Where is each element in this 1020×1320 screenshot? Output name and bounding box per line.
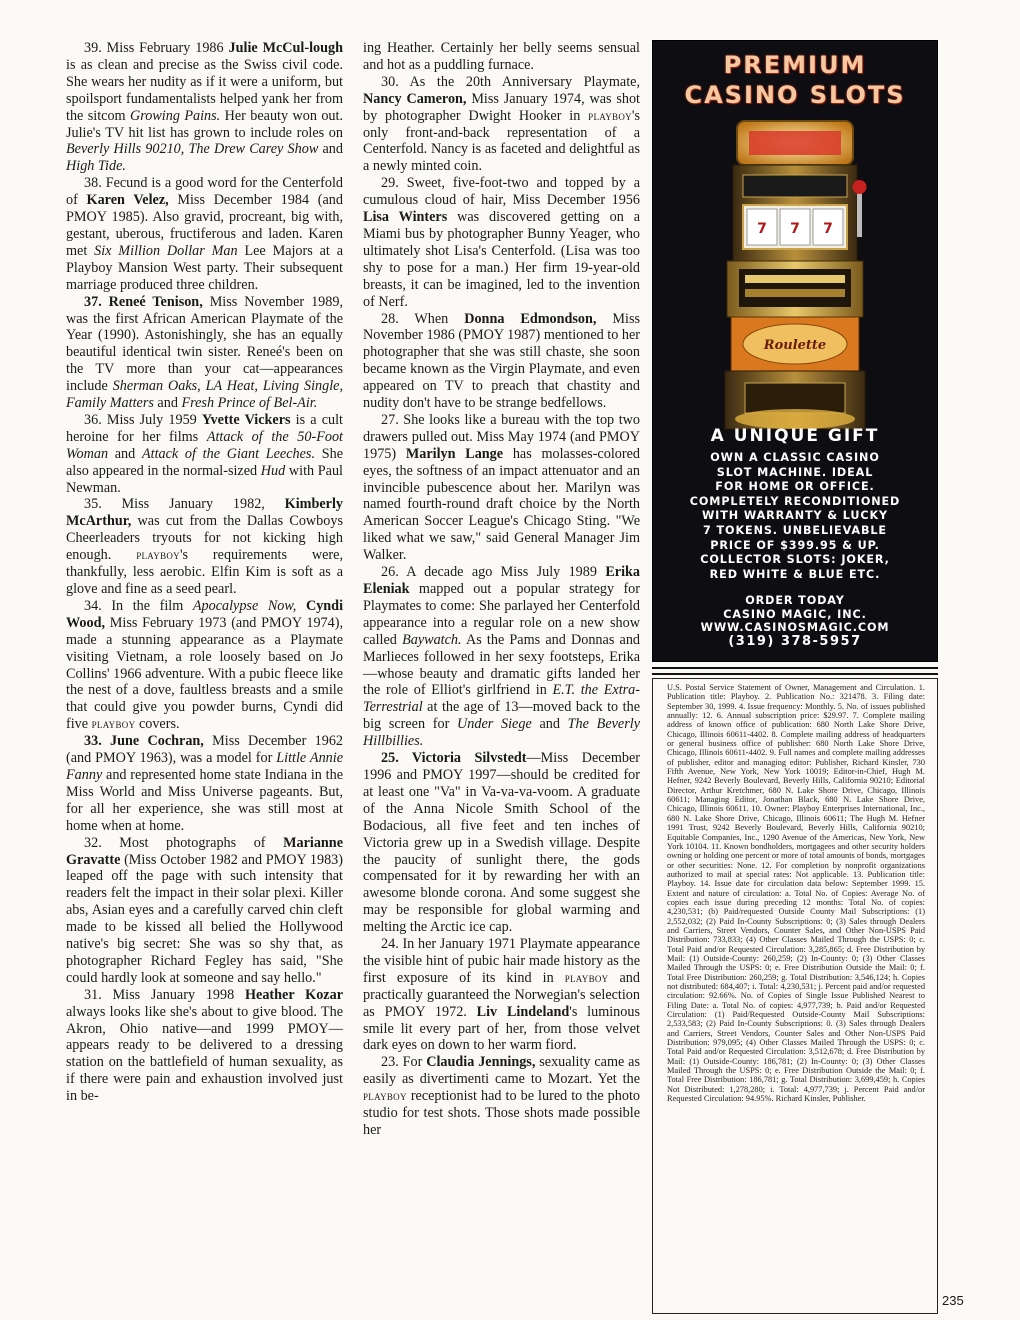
- text-run: Miss January 1974, was shot by photographer Dwight Hooker in: [363, 90, 640, 124]
- text-run: always looks like she's about to give blood. The Akron, Ohio native—and 1999 PMOY—appears ready to be delivered to a dressing station on the battlefield of human sexuality, as if there were pain and exhaustion involved just in be-: [66, 1003, 343, 1105]
- casino-slots-advertisement: [652, 40, 938, 662]
- text-run: 36. Miss July 1959: [84, 411, 202, 428]
- text-run: is as clean and precise as the Swiss civil code. She wears her nudity as if it were a uniform, but spoilsport fundamentalists helped yank her from the sitcom: [66, 56, 343, 124]
- ad-company-name: CASINO MAGIC, INC.: [723, 607, 867, 621]
- article-paragraph: [363, 40, 640, 74]
- title-italic: Attack of the Giant Leeches.: [141, 445, 315, 462]
- ad-body-line: FOR HOME OR OFFICE.: [715, 480, 875, 494]
- playmate-name: Karen Velez,: [86, 192, 169, 209]
- text-run: 28. When: [381, 310, 465, 327]
- ad-body-copy: [659, 451, 931, 582]
- article-paragraph: [363, 564, 640, 750]
- svg-text:7: 7: [757, 221, 767, 237]
- text-run: Miss December 1962 (and PMOY 1963), was a model for: [66, 733, 344, 767]
- playmate-name: Lisa Winters: [363, 209, 448, 226]
- article-paragraph: [66, 733, 343, 834]
- slot-machine-illustration: [715, 117, 875, 437]
- svg-text:7: 7: [823, 221, 833, 237]
- ad-body-line: 7 TOKENS. UNBELIEVABLE: [703, 523, 887, 537]
- ad-body-line: COLLECTOR SLOTS: JOKER,: [700, 553, 890, 567]
- title-italic: Hud: [260, 462, 286, 479]
- article-paragraph: [66, 412, 343, 497]
- article-column-left: [66, 40, 343, 1105]
- title-italic: Baywatch.: [402, 631, 462, 648]
- text-run: Her beauty won out. Julie's TV hit list has grown to include roles on: [66, 107, 343, 141]
- playmate-name: Yvette Vickers: [201, 411, 291, 428]
- ad-body-line: OWN A CLASSIC CASINO: [710, 451, 880, 464]
- text-run: and: [153, 395, 182, 412]
- title-italic: Fresh Prince of Bel-Air.: [181, 395, 318, 412]
- text-run: 's only front-and-back representation of a Centerfold. Nancy is as faceted and delightful as a newly minted coin.: [363, 107, 640, 175]
- svg-text:7: 7: [790, 221, 800, 237]
- article-column-middle: [363, 40, 640, 1139]
- text-run: She also appeared in the normal-sized: [66, 445, 343, 479]
- text-run: is a cult heroine for her films: [66, 411, 343, 445]
- title-italic: Beverly Hills 90210, The Drew Carey Show: [66, 141, 319, 158]
- article-paragraph: [363, 1054, 640, 1139]
- text-run: Miss November 1989, was the first African American Playmate of the Year (1990). Astonishingly, she has an equally beautiful identical twin sister. Reneé's been on the TV more than your cat—appearances include: [66, 293, 343, 395]
- article-paragraph: [66, 175, 343, 293]
- postal-ownership-statement: U.S. Postal Service Statement of Owner, Management and Circulation. 1. Publication title: Playboy. 2. Publication No.: 321478. 3. Filing date: September 30, 1999. 4. Issue frequency: Monthly. 5. No. of issues published annually: 12. 6. Annual subscription price: $29.97. 7. Complete mailing address of known office of publication: 680 North Lake Shore Drive, Chicago, Illinois 60611-4402. 8. Complete mailing address of headquarters or general business office of publisher: 680 North Lake Shore Drive, Chicago, Illinois 60611-4402. 9. Full names and complete mailing addresses of publisher, editor and managing editor: Publisher, Richard Kinsler, 730 Fifth Avenue, New York, New York 10019; Editor-in-Chief, Hugh M. Hefner, 9242 Beverly Boulevard, Beverly Hills, California 90210; Editorial Director, Arthur Kretchmer, 680 N. Lake Shore Drive, Chicago, Illinois 60611; Managing Editor, Jonathan Black, 680 N. Lake Shore Drive, Chicago, Illinois 60611. 10. Owner: Playboy Enterprises International, Inc., 680 N. Lake Shore Drive, Chicago, Illinois 60611; The Hugh M. Hefner 1991 Trust, 9242 Beverly Boulevard, Beverly Hills, California 90210; Equitable Companies, Inc., 1290 Avenue of the Americas, New York, New York 10104. 11. Known bondholders, mortgagees and other security holders owning or holding one percent or more of total amounts of bonds, mortgages or other securities: None. 12. For completion by nonprofit organizations authorized to mail at special rates: Not applicable. 13. Publication title: Playboy. 14. Issue date for circulation data below: September 1999. 15. Extent and nature of circulation: a. Total No. of Copies: Average No. of copies each issue during preceding 12 months: Total No. of copies: 4,230,531; (b) Paid/requested Outside County Mail Subscriptions: (1) 2,552,032; (2) Paid In-County Subscriptions: 0; (3) Sales through Dealers and Carriers, Street Vendors, Counter Sales, and Other Non-USPS Paid Distribution: 733,833; (4) Other Classes Mailed Through the USPS: 0; c. Total Paid and/or Requested Circulation: 3,285,865; d. Free Distribution by Mail: (1) Outside-County: 260,259; (2) In-County: 0; (3) Other Classes Mailed Through the USPS: 0; e. Free Distribution Outside the Mail: 0; f. Total Free Distribution: 260,259; g. Total Distribution: 3,546,124; h. Copies not distributed: 684,407; i. Total: 4,230,531; j. Percent paid and/or requested circulation: 92.66%. No. of Copies of Single Issue Published Nearest to Filing Date: a. Total No. of copies: 4,977,739; b. Paid and/or Requested Circulation: (1) Paid/Requested Outside-County Mail Subscriptions: 2,533,583; (2) Paid In-County Subscriptions: 0. (3) Sales through Dealers and Carriers, Street Vendors, Counter Sales and Other Non-USPS Paid Distribution: 979,095; (4) Other Classes Mailed Through the USPS: 0; c. Total Paid and/or Requested Circulation: 3,512,678; d. Free Distribution by Mail: (1) Outside-County: 186,781; (2) In-County: 0; (3) Other Classes Mailed Through the USPS: 0; e. Free Distribution Outside the Mail: 0; f. Total Free Distribution: 186,781; g. Total Distribution: 3,699,459; h. Copies Not Distributed: 1,278,280; i. Total: 4,977,739; j. Percent Paid and/or Requested Circulation: 94.95%. Richard Kinsler, Publisher.: [652, 678, 938, 1314]
- playmate-name: Erika Eleniak: [363, 564, 640, 597]
- title-italic: Growing Pains.: [129, 107, 221, 124]
- ad-body-line: COMPLETELY RECONDITIONED: [689, 494, 901, 508]
- title-italic: Little Annie Fanny: [66, 750, 343, 783]
- title-italic: Sherman Oaks, LA Heat, Living Single, Family Matters: [66, 378, 344, 412]
- text-run: 's requirements were, thankfully, less aerobic. Elfin Kim is soft as a glove and fine as a seed pearl.: [66, 547, 343, 597]
- text-run: —Miss December 1996 and PMOY 1997—should be credited for at least one "Va" in Va-va-va-voom. A graduate of the Anna Nicole Smith School of the Bodacious, all five feet and ten inches of Victoria grew up in a Swedish village. Despite the paucity of sunlight there, the gods compensated for it by rewarding her with an awesome blonde corona. And some suggest she may be responsible for global warming and melting the Arctic ice cap.: [363, 750, 640, 936]
- text-run: was cut from the Dallas Cowboys Cheerleaders tryouts for not kicking high enough.: [66, 513, 343, 564]
- text-run: 24. In her January 1971 Playmate appearance the visible hint of pubic hair made history as the first exposure of its kind in: [363, 936, 640, 986]
- title-italic: E.T. the Extra-Terrestrial: [363, 682, 640, 716]
- text-run: 31. Miss January 1998: [84, 986, 245, 1003]
- playmate-name: 25. Victoria Silvstedt: [381, 750, 527, 767]
- text-run: mapped out a popular strategy for Playmates to come: She parlayed her Centerfold appearance into a regular role on a new show called: [363, 581, 640, 648]
- ad-website: WWW.CASINOSMAGIC.COM: [700, 621, 890, 635]
- text-run: [296, 598, 306, 614]
- divider-rule: [652, 667, 938, 669]
- text-run: 38. Fecund is a good word for the Centerfold of: [66, 175, 343, 209]
- title-italic: Attack of the 50-Foot Woman: [66, 428, 343, 462]
- article-paragraph: [363, 311, 640, 412]
- ad-order-line: ORDER TODAY: [745, 594, 845, 607]
- text-run: Miss December 1984 (and PMOY 1985). Also gravid, procreant, big with, gestant, uberous, fructiferous and laden. Karen met: [66, 192, 343, 259]
- title-italic: Apocalypse Now,: [192, 597, 297, 614]
- article-paragraph: [66, 987, 343, 1105]
- text-run: 26. A decade ago Miss July 1989: [381, 564, 606, 581]
- ad-body-line: SLOT MACHINE. IDEAL: [716, 465, 874, 479]
- ad-body-line: RED WHITE & BLUE ETC.: [709, 567, 881, 581]
- ad-body-line: WITH WARRANTY & LUCKY: [701, 509, 889, 523]
- article-paragraph: [66, 294, 343, 412]
- text-run: 's luminous smile lit every part of her, from those velvet dark eyes on down to her warm fiord.: [363, 1003, 640, 1054]
- article-paragraph: [363, 936, 640, 1054]
- text-run: (Miss October 1982 and PMOY 1983) leaped off the page with such intensity that readers felt the impact in their solar plexi. Killer abs, Asian eyes and a carefully carved chin cleft made to be kissed all belied the Hollywood native's big secret: She was so shy that, as photographer Richard Fegley has said, "She could hardly look at someone and say hello.": [66, 851, 343, 986]
- text-run: Lee Majors at a Playboy Mansion West party. Their subsequent marriage produced three children.: [66, 242, 343, 293]
- text-run: sexuality came as easily as divertimenti came to Mozart. Yet the: [363, 1054, 640, 1088]
- article-paragraph: [66, 40, 343, 175]
- title-italic: Under Siege: [457, 716, 532, 733]
- playmate-name: Claudia Jennings,: [426, 1054, 536, 1071]
- article-paragraph: [66, 496, 343, 597]
- text-run: and practically guaranteed the Norwegian's selection as PMOY 1972.: [363, 969, 640, 1020]
- magazine-name: playboy: [564, 969, 609, 985]
- article-paragraph: [66, 598, 343, 733]
- playmate-name: 37. Reneé Tenison,: [84, 293, 203, 310]
- magazine-name: playboy: [91, 716, 136, 732]
- text-run: 34. In the film: [84, 597, 193, 614]
- text-run: ing Heather. Certainly her belly seems sensual and hot as a puddling furnace.: [363, 40, 640, 73]
- magazine-name: playboy: [136, 547, 180, 563]
- ad-phone-number: (319) 378-5957: [728, 633, 862, 649]
- text-run: was discovered getting on a Miami bus by photographer Bunny Yeager, who ultimately shot Lisa's Centerfold. (Lisa was too shy to pose for a man.) Her firm 19-year-old breasts, it can be imagined, led to the invention of Nerf.: [363, 209, 641, 310]
- ad-title-casino-slots: CASINO SLOTS: [684, 81, 906, 109]
- text-run: and: [318, 141, 343, 158]
- text-run: with Paul Newman.: [66, 462, 344, 496]
- ad-gift-headline: A UNIQUE GIFT: [710, 426, 880, 446]
- page-number: 235: [942, 1293, 964, 1308]
- text-run: and: [531, 716, 568, 733]
- playmate-name: Marilyn Lange: [405, 445, 504, 462]
- text-run: Miss February 1973 (and PMOY 1974), made a stunning appearance as a Playmate visiting Vietnam, a role loosely based on Jo Collins' 1966 adventure. With a pubic fleece like the nest of a dove, faultless breasts and a smile that could give you powder burns, Cyndi did five: [66, 614, 343, 733]
- text-run: 23. For: [381, 1054, 427, 1071]
- magazine-name: playboy: [363, 1088, 407, 1104]
- title-italic: Six Million Dollar Man: [94, 242, 238, 259]
- text-run: at the age of 13—moved back to the big screen for: [363, 699, 640, 733]
- text-run: 35. Miss January 1982,: [84, 496, 285, 513]
- text-run: Miss November 1986 (PMOY 1987) mentioned to her photographer that she was still chaste, she soon became known as the Virgin Playmate, and even appeared on TV to preach that chastity and nudity don't have to be strange bedfellows.: [363, 310, 640, 412]
- text-run: receptionist had to be lured to the photo studio for test shots. Those shots made possible her: [363, 1088, 640, 1138]
- playmate-name: Julie McCul-lough: [228, 40, 343, 56]
- playmate-name: Cyndi Wood,: [66, 597, 344, 631]
- title-italic: The Beverly Hillbillies.: [363, 716, 640, 750]
- text-run: 27. She looks like a bureau with the top two drawers pulled out. Miss May 1974 (and PMOY 1975): [363, 411, 640, 462]
- playmate-name: Marianne Gravatte: [66, 834, 343, 868]
- article-paragraph: [363, 175, 640, 310]
- playmate-name: Liv Lindeland: [476, 1003, 570, 1020]
- playmate-name: 33. June Cochran,: [84, 733, 204, 750]
- slot-marquee-text: Roulette: [763, 338, 827, 353]
- text-run: covers.: [135, 716, 180, 733]
- magazine-name: playboy: [588, 107, 632, 123]
- playmate-name: Heather Kozar: [245, 986, 343, 1003]
- article-paragraph: [363, 412, 640, 564]
- text-run: 39. Miss February 1986: [84, 40, 229, 56]
- title-italic: High Tide.: [66, 158, 126, 175]
- text-run: and: [108, 445, 142, 462]
- playmate-name: Kimberly McArthur,: [66, 496, 343, 530]
- text-run: As the Pams and Donnas and Marlieces followed in her sexy footsteps, Erika—whose beauty and dramatic gifts landed her the role of Elliot's girlfriend in: [363, 631, 641, 699]
- ad-order-info: [653, 594, 937, 648]
- text-run: has molasses-colored eyes, the softness of an impact attenuator and an invincible pubescence about her. Marilyn was named fourth-round draft choice by the North American Soccer League's Chicago Sting. "We liked what we saw," said General Manager Jim Walker.: [363, 445, 640, 564]
- divider-rule: [652, 673, 938, 675]
- text-run: 29. Sweet, five-foot-two and topped by a cumulous cloud of hair, Miss December 1956: [363, 175, 640, 209]
- article-paragraph: [363, 750, 640, 936]
- ad-title-premium: PREMIUM: [723, 51, 867, 79]
- ad-body-line: PRICE OF $399.95 & UP.: [710, 538, 880, 552]
- text-run: 32. Most photographs of: [84, 834, 284, 851]
- text-run: and represented home state Indiana in the Miss World and Miss Universe pageants. But, for all her experience, she was still most at home when at home.: [66, 766, 343, 834]
- playmate-name: Donna Edmondson,: [464, 310, 597, 327]
- text-run: 30. As the 20th Anniversary Playmate,: [381, 73, 640, 90]
- article-paragraph: [363, 74, 640, 175]
- playmate-name: Nancy Cameron,: [363, 90, 467, 107]
- article-paragraph: [66, 835, 343, 987]
